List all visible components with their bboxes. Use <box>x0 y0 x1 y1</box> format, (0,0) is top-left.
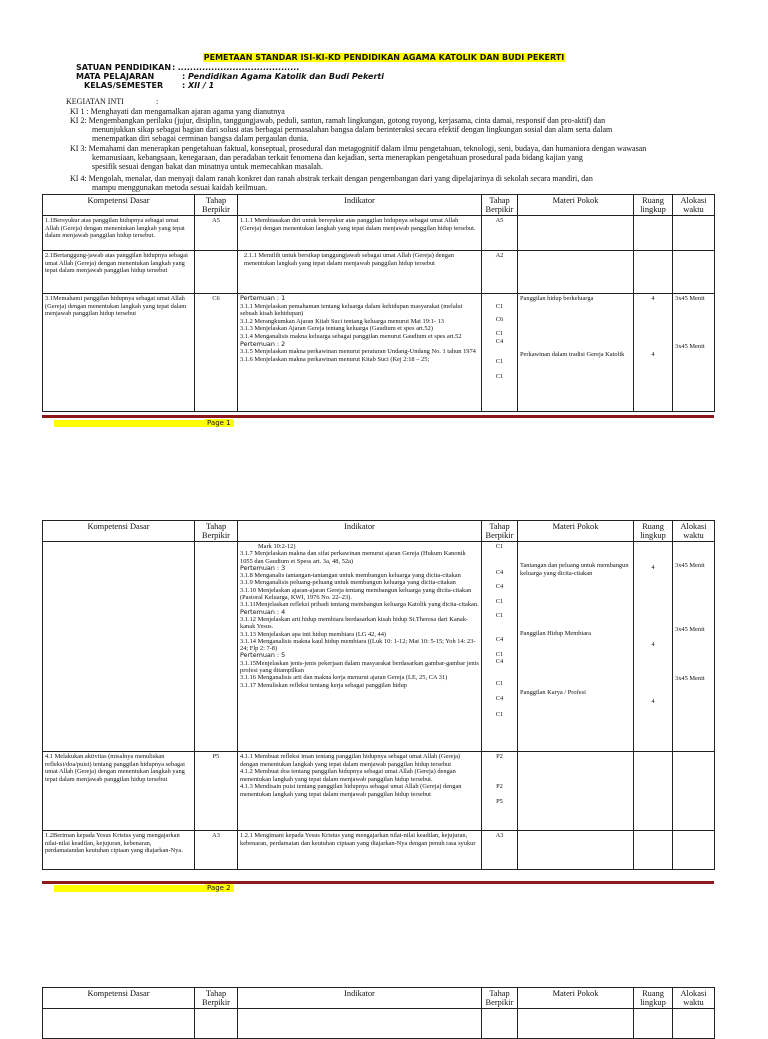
tahap-value: P2 <box>496 782 503 790</box>
indikator-item: 3.1.5 Menjelaskan makna perkawinan menurut peraturan Undang-Undang No. 1 tahun 1974 <box>240 348 476 356</box>
tahap-value: C4 <box>495 635 504 643</box>
alokasi-cell <box>673 294 715 412</box>
kegiatan-inti-label: KEGIATAN INTI <box>66 97 124 106</box>
alokasi-cell <box>673 542 715 752</box>
tahap-cell: A5 <box>195 216 238 251</box>
meta-sep-satuan: : <box>172 63 176 72</box>
kd-cell: 1.1Bersyukur atas panggilan hidupnya sebagai umat Allah (Gereja) dengan menentukan langkah yang tepat dalam menjawab panggilan hidup tersebut. <box>43 216 195 251</box>
tahap-value: C1 <box>495 543 504 550</box>
header-tahap-berpikir-2: Tahap Berpikir <box>482 988 518 1009</box>
tahap-value: C1 <box>495 372 504 380</box>
kd-cell: 1.2Beriman kepada Yesus Kristus yang mengajarkan nilai-nilai keadilan, kejujuran, kebenaran, perdamaiandan keutuhan ciptaan yang diajarkan-Nya. <box>43 831 195 870</box>
alokasi-value: 3x45 Menit <box>675 295 705 302</box>
tahap-value: C1 <box>495 679 504 687</box>
table-row <box>43 251 715 294</box>
tahap-value: C4 <box>495 583 504 591</box>
tahap-value: C4 <box>495 568 504 576</box>
table-row <box>43 294 715 412</box>
materi-cell <box>518 294 634 412</box>
tahap-cell <box>482 294 518 412</box>
ruang-value: 4 <box>651 698 655 706</box>
ki-line: spesifik sesuai dengan bakat dan minatnya untuk memecahkan masalah. <box>92 162 323 171</box>
alokasi-cell <box>673 251 715 294</box>
indikator-item: 4.1.1 Membuat refleksi iman tentang panggilan hidupnya sebagai umat Allah (Gereja) dengan menentukan langkah yang tepat dalam menjawab panggilan hidup tersebut <box>240 753 461 768</box>
header-materi-pokok: Materi Pokok <box>518 195 634 216</box>
tahap-value: C1 <box>495 650 504 658</box>
materi-item: Panggilan hidup berkeluarga <box>520 295 594 302</box>
ki-line: KI 2: Mengembangkan perilaku (jujur, disiplin, tanggungjawab, peduli, santun, ramah lingkungan, gotong royong, kerjasama, cinta damai, responsif dan pro-aktif) dan <box>70 116 606 125</box>
header-kompetensi-dasar: Kompetensi Dasar <box>43 521 195 542</box>
tahap-cell: P5 <box>195 752 238 831</box>
tahap-cell: A5 <box>482 216 518 251</box>
ki-line: menempatkan diri sebagai cerminan bangsa dalam pergaulan dunia. <box>92 134 309 143</box>
table-row <box>43 542 715 752</box>
header-tahap-berpikir: Tahap Berpikir <box>195 988 238 1009</box>
tahap-value: C1 <box>495 612 504 620</box>
tahap-value: P2 <box>496 753 503 760</box>
header-tahap-berpikir-2: Tahap Berpikir <box>482 521 518 542</box>
kd-cell: 3.1Memahami panggilan hidupnya sebagai umat Allah (Gereja) dengan menentukan langkah yang tepat dalam menjawab panggilan hidup tersebut <box>43 294 195 412</box>
indikator-item: 3.1.4 Menganalisis makna keluarga sebagai panggilan menurut Gaudium et spes art.52 <box>240 332 462 340</box>
indikator-cell <box>238 752 482 831</box>
indikator-item: 3.1.15Menjelaskan jenis-jenis pekerjaan dalam masyarakat berdasarkan gambar-gambar jenis profesi yang ditampilkan <box>240 659 479 675</box>
indikator-item: 4.1.2 Membuat doa tentang panggilan hidupnya sebagai umat Allah (Gereja) dengan menentukan langkah yang tepat dalam menjawab panggilan hidup tersebut. <box>240 768 456 783</box>
ki-line: menunjukkan sikap sebagai bagian dari solusi atas berbagai permasalahan bangsa dalam berinteraksi secara efektif dengan lingkungan sosial dan alam serta dalam <box>92 125 613 134</box>
footer-rule <box>42 415 714 418</box>
tahap-cell <box>482 752 518 831</box>
meta-sep-mapel: : <box>182 72 186 81</box>
header-indikator: Indikator <box>238 521 482 542</box>
alokasi-cell <box>673 752 715 831</box>
materi-cell <box>518 831 634 870</box>
indikator-cell: 2.1.1 Memilih untuk bersikap tanggungjawab sebagai umat Allah (Gereja) dengan menentukan langkah yang tepat dalam menjawab panggilan hidup tersebut <box>238 251 482 294</box>
meta-label-kelas: KELAS/SEMESTER <box>84 81 164 90</box>
tahap-value: C1 <box>495 358 504 366</box>
indikator-item: 3.1.17 Menuliskan refleksi tentang kerja sebagai panggilan hidup <box>240 681 407 689</box>
materi-item: Tantangan dan peluang untuk membangun keluarga yang dicita-citakan <box>520 562 629 577</box>
meta-label-mapel: MATA PELAJARAN <box>76 72 155 81</box>
tahap-value: C1 <box>495 303 504 310</box>
ruang-value: 4 <box>651 564 655 571</box>
header-materi-pokok: Materi Pokok <box>518 521 634 542</box>
table-header-row <box>43 988 715 1009</box>
table-row <box>43 831 715 870</box>
header-tahap-berpikir: Tahap Berpikir <box>195 195 238 216</box>
kegiatan-inti-sep: : <box>156 97 159 106</box>
mapping-table-page-1 <box>42 194 715 412</box>
tahap-cell <box>195 542 238 752</box>
indikator-item: 3.1.9 Menganalisis peluang-peluang untuk membangun keluarga yang dicita-citakan <box>240 579 456 587</box>
meta-sep-kelas: : <box>182 81 186 90</box>
tahap-cell: C6 <box>195 294 238 412</box>
header-kompetensi-dasar: Kompetensi Dasar <box>43 988 195 1009</box>
document-title: PEMETAAN STANDAR ISI-KI-KD PENDIDIKAN AGAMA KATOLIK DAN BUDI PEKERTI <box>203 53 565 62</box>
tahap-value: C1 <box>495 710 504 718</box>
tahap-cell <box>482 542 518 752</box>
indikator-item: 3.1.14 Menganalisis makna kaul hidup membiara ((Luk 10: 1-12; Mat 10: 5-15; Yoh 14: 23-24; Flp 2: 7-8) <box>240 637 476 653</box>
tahap-cell: A2 <box>482 251 518 294</box>
indikator-item: 3.1.1 Menjelaskan pemahaman tentang keluarga dalam kehidupan masyarakat (melalui sebuah kisah kehidupan) <box>240 302 463 318</box>
alokasi-cell <box>673 216 715 251</box>
meta-value-mapel: Pendidikan Agama Katolik dan Budi Pekerti <box>188 72 384 81</box>
header-alokasi-waktu: Alokasi waktu <box>673 988 715 1009</box>
kd-cell <box>43 542 195 752</box>
ki-line: mampu menggunakan metoda sesuai kaidah keilmuan. <box>92 183 268 192</box>
header-tahap-berpikir: Tahap Berpikir <box>195 521 238 542</box>
kd-cell: 4.1 Melakukan aktivitas (misalnya menuliskan refleksi/doa/puisi) tentang panggilan hidupnya sebagai umat Allah (Gereja) dengan menentukan langkah yang tepat dalam menjawab panggilan hidup tersebut <box>43 752 195 831</box>
ruang-cell <box>634 752 673 831</box>
header-indikator: Indikator <box>238 195 482 216</box>
pertemuan-heading: Pertemuan : 3 <box>240 563 286 572</box>
indikator-item: 3.1.11Menjelaskan refleksi pribadi tentang membangun keluarga Katolik yang dicita-citakan. <box>240 601 479 609</box>
kd-cell: 2.1Bertanggung-jawab atas panggilan hidupnya sebagai umat Allah (Gereja) dengan menentukan langkah yang tepat dalam menjawab panggilan hidup tersebut <box>43 251 195 294</box>
pertemuan-heading: Pertemuan : 4 <box>240 607 286 616</box>
mapping-table-page-2 <box>42 520 715 870</box>
ki-line: KI 1 : Menghayati dan mengamalkan ajaran agama yang dianutnya <box>70 107 285 116</box>
materi-item: Panggilan Hidup Membiara <box>520 630 591 638</box>
page-number-label: Page 1 <box>207 419 231 427</box>
indikator-item: 3.1.7 Menjelaskan makna dan sifat perkawinan menurut ajaran Gereja (Hukum Kanonik 1055 dan Gaudium et Spess art. 3a, 48, 52a) <box>240 550 466 565</box>
alokasi-cell <box>673 831 715 870</box>
mapping-table-page-3 <box>42 987 715 1039</box>
meta-value-satuan: ........................................ <box>178 63 300 72</box>
ruang-cell <box>634 542 673 752</box>
indikator-item: 3.1.3 Menjelaskan Ajaran Gereja tentang keluarga (Gaudium et spes art.52) <box>240 325 433 333</box>
alokasi-value: 3x45 Menit <box>675 562 705 569</box>
header-indikator: Indikator <box>238 988 482 1009</box>
indikator-cell <box>238 294 482 412</box>
tahap-cell: A3 <box>482 831 518 870</box>
ki-line: KI 3: Memahami dan menerapkan pengetahuan faktual, konseptual, prosedural dan metagognitif dalam ilmu pengetahuan, teknologi, seni, budaya, dan humaniora dengan wawasan <box>70 144 647 153</box>
ruang-cell <box>634 294 673 412</box>
pertemuan-heading: Pertemuan : 5 <box>240 651 286 660</box>
table-header-row <box>43 521 715 542</box>
materi-cell <box>518 542 634 752</box>
indikator-cell: 1.1.1 Membiasakan diri untuk bersyukur atas panggilan hidupnya sebagai umat Allah (Gereja) dengan menentukan langkah yang tepat dalam menjawab panggilan hidup tersebut. <box>238 216 482 251</box>
tahap-value: C4 <box>495 658 504 666</box>
materi-item: Panggilan Karya / Profesi <box>520 688 586 696</box>
materi-cell <box>518 752 634 831</box>
table-header-row <box>43 195 715 216</box>
header-alokasi-waktu: Alokasi waktu <box>673 195 715 216</box>
alokasi-value: 3x45 Menit <box>675 342 705 350</box>
alokasi-value: 3x45 Menit <box>675 625 705 633</box>
header-kompetensi-dasar: Kompetensi Dasar <box>43 195 195 216</box>
tahap-value: P5 <box>496 798 503 806</box>
ruang-cell <box>634 216 673 251</box>
indikator-item: 4.1.3 Mendisain puisi tentang panggilan hidupnya sebagai umat Allah (Gereja) dengan menentukan langkah yang tepat dalam menjawab panggilan hidup tersebut <box>240 783 462 798</box>
indikator-item: 3.1.2 Merangkumkan Ajaran Kitab Suci tentang keluarga menurut Mat 19:1- 13 <box>240 317 444 325</box>
indikator-cell <box>238 542 482 752</box>
header-ruang-lingkup: Ruang lingkup <box>634 195 673 216</box>
tahap-cell: A3 <box>195 831 238 870</box>
ruang-value: 4 <box>651 350 655 358</box>
indikator-item: 3.1.10 Menjelaskan ajaran-ajaran Gereja tentang membangun keluarga yang dicita-citakan (Pastoral Keluarga, KWI, 1976 No. 22–23). <box>240 586 472 602</box>
ruang-cell <box>634 831 673 870</box>
indikator-item: 3.1.8 Menganalis tantangan-tantangan untuk membangun keluarga yang dicita-citakan <box>240 572 461 580</box>
tahap-cell <box>195 251 238 294</box>
header-ruang-lingkup: Ruang lingkup <box>634 988 673 1009</box>
meta-label-satuan: SATUAN PENDIDIKAN <box>76 63 172 72</box>
ruang-cell <box>634 251 673 294</box>
tahap-value: C1 <box>495 330 504 338</box>
indikator-item: 3.1.13 Menjelaskan apa inti hidup membiara (LG 42, 44) <box>240 630 387 638</box>
materi-cell <box>518 251 634 294</box>
materi-cell <box>518 216 634 251</box>
materi-item: Perkawinan dalam tradisi Gereja Katolik <box>520 350 625 358</box>
indikator-item: 3.1.16 Menganalisis arti dan makna kerja menurut ajaran Gereja (LE, 25, CA 31) <box>240 674 448 682</box>
pertemuan-heading: Pertemuan : 2 <box>240 339 286 348</box>
ki-line: kemanusiaan, kebangsaan, kenegaraan, dan peradaban terkait fenomena dan kejadian, serta menerapkan pengetahuan prosedural pada bidang kajian yang <box>92 153 583 162</box>
indikator-cell: 1.2.1 Mengimani kepada Yesus Kristus yang mengajarkan nilai-nilai keadilan, kejujuran, kebenaran, perdamaian dan keutuhan ciptaan yang diajarkan-Nya dengan penuh rasa syukur <box>238 831 482 870</box>
header-materi-pokok: Materi Pokok <box>518 988 634 1009</box>
indikator-item: 3.1.12 Menjelaskan arti hidup membiara berdasarkan kisah hidup St.Theresa dari Kanak-kanak Yesus. <box>240 615 469 631</box>
footer-rule <box>42 881 714 884</box>
tahap-value: C6 <box>495 315 504 323</box>
ki-line: KI 4: Mengolah, menalar, dan menyaji dalam ranah konkret dan ranah abstrak terkait dengan pengembangan dari yang dipelajarinya di sekolah secara mandiri, dan <box>70 174 593 183</box>
alokasi-value: 3x45 Menit <box>675 675 705 683</box>
indikator-item: 3.1.6 Menjelaskan makna perkawinan menurut Kitab Suci (Kej 2:18 – 25; <box>240 355 430 363</box>
header-tahap-berpikir-2: Tahap Berpikir <box>482 195 518 216</box>
ruang-value: 4 <box>651 295 655 302</box>
page-number-label: Page 2 <box>207 884 231 892</box>
tahap-value: C1 <box>495 597 504 605</box>
table-row <box>43 752 715 831</box>
pertemuan-heading: Pertemuan : 1 <box>240 294 286 302</box>
ruang-value: 4 <box>651 640 655 648</box>
header-ruang-lingkup: Ruang lingkup <box>634 521 673 542</box>
tahap-value: C4 <box>495 337 504 345</box>
meta-value-kelas: XII / 1 <box>188 81 215 90</box>
indikator-item: Mark 10:2-12) <box>258 543 296 550</box>
tahap-value: C4 <box>495 695 504 703</box>
table-row <box>43 216 715 251</box>
header-alokasi-waktu: Alokasi waktu <box>673 521 715 542</box>
